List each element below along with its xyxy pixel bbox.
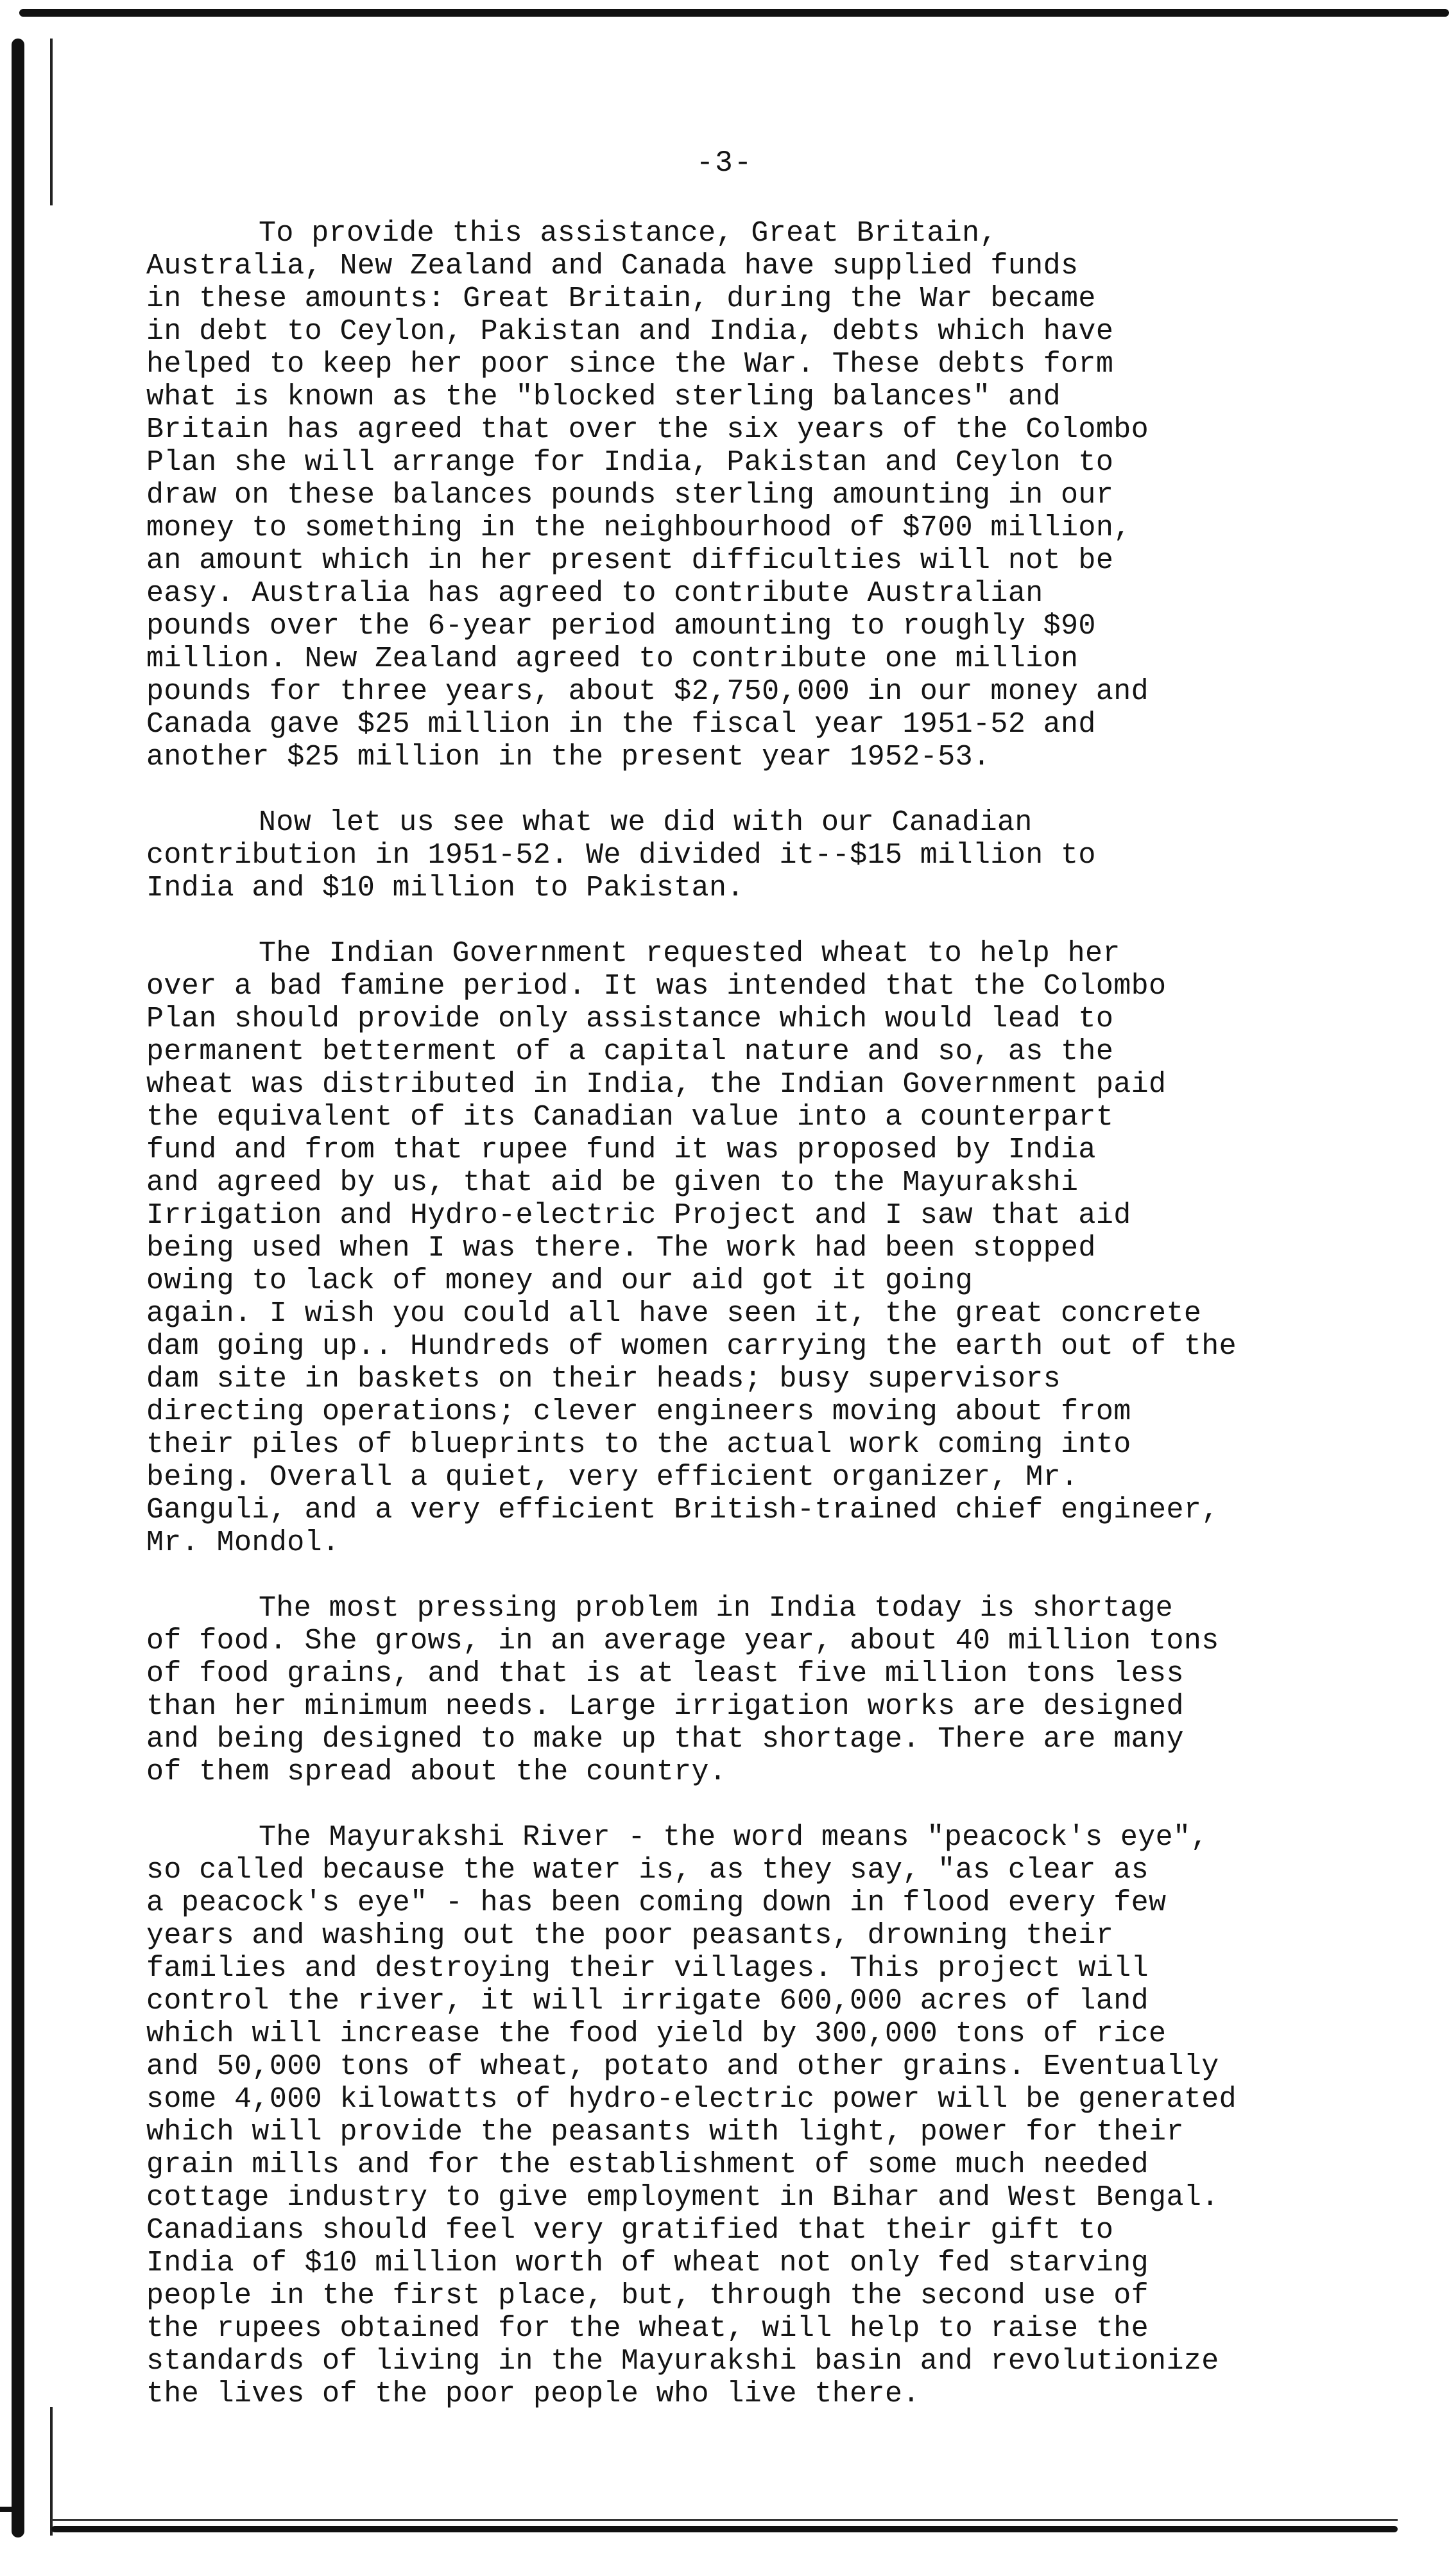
text-line: of food grains, and that is at least five million tons less: [146, 1657, 1184, 1690]
paragraph: [146, 1821, 1423, 2410]
text-line: Canada gave $25 million in the fiscal year 1951-52 and: [146, 708, 1096, 741]
page-number: -3-: [696, 146, 753, 180]
page-border-top: [19, 9, 1449, 17]
text-line: easy. Australia has agreed to contribute Australian: [146, 577, 1043, 610]
text-line: some 4,000 kilowatts of hydro-electric power will be generated: [146, 2083, 1237, 2116]
text-line: than her minimum needs. Large irrigation works are designed: [146, 1690, 1184, 1723]
text-line: of food. She grows, in an average year, about 40 million tons: [146, 1625, 1219, 1657]
text-line: families and destroying their villages. This project will: [146, 1952, 1149, 1985]
text-line: control the river, it will irrigate 600,000 acres of land: [146, 1985, 1149, 2018]
text-line: people in the first place, but, through the second use of: [146, 2279, 1149, 2312]
text-line: the rupees obtained for the wheat, will help to raise the: [146, 2312, 1149, 2345]
text-line: Britain has agreed that over the six years of the Colombo: [146, 413, 1149, 446]
text-line: another $25 million in the present year 1952-53.: [146, 741, 991, 774]
text-line: India and $10 million to Pakistan.: [146, 872, 744, 904]
text-line: Australia, New Zealand and Canada have supplied funds: [146, 250, 1079, 282]
text-line: the lives of the poor people who live there.: [146, 2378, 920, 2410]
text-line: draw on these balances pounds sterling amounting in our: [146, 479, 1114, 512]
text-line: and agreed by us, that aid be given to the Mayurakshi: [146, 1166, 1079, 1199]
page-border-bottom: [51, 2526, 1398, 2532]
text-line: Plan should provide only assistance which would lead to: [146, 1003, 1114, 1035]
paragraph: [146, 217, 1423, 774]
text-line: in these amounts: Great Britain, during the War became: [146, 282, 1096, 315]
text-line: pounds over the 6-year period amounting to roughly $90: [146, 610, 1096, 643]
document-body: [146, 217, 1423, 2443]
text-line: Ganguli, and a very efficient British-trained chief engineer,: [146, 1494, 1219, 1526]
page-border-corner: [0, 2507, 19, 2512]
text-line: which will provide the peasants with light, power for their: [146, 2116, 1184, 2148]
text-line: grain mills and for the establishment of some much needed: [146, 2148, 1149, 2181]
paragraph: [146, 1592, 1423, 1788]
text-line: in debt to Ceylon, Pakistan and India, debts which have: [146, 315, 1114, 348]
text-line: cottage industry to give employment in Bihar and West Bengal.: [146, 2181, 1219, 2214]
paragraph: [146, 937, 1423, 1559]
text-line: million. New Zealand agreed to contribute one million: [146, 643, 1079, 675]
text-line: helped to keep her poor since the War. These debts form: [146, 348, 1114, 381]
text-line: contribution in 1951-52. We divided it--$15 million to: [146, 839, 1096, 872]
text-line: and 50,000 tons of wheat, potato and other grains. Eventually: [146, 2050, 1219, 2083]
page-border-left: [12, 39, 24, 2537]
text-line: of them spread about the country.: [146, 1756, 727, 1788]
page-border-left-inner: [50, 39, 53, 205]
text-line: The Indian Government requested wheat to help her: [259, 937, 1120, 970]
text-line: permanent betterment of a capital nature and so, as the: [146, 1035, 1114, 1068]
text-line: standards of living in the Mayurakshi basin and revolutionize: [146, 2345, 1219, 2378]
text-line: Now let us see what we did with our Canadian: [259, 806, 1033, 839]
text-line: money to something in the neighbourhood of $700 million,: [146, 512, 1131, 544]
text-line: The Mayurakshi River - the word means "peacock's eye",: [259, 1821, 1208, 1854]
text-line: directing operations; clever engineers moving about from: [146, 1396, 1131, 1428]
page-border-left-lower: [50, 2407, 53, 2536]
text-line: Irrigation and Hydro-electric Project and I saw that aid: [146, 1199, 1131, 1232]
text-line: which will increase the food yield by 300,000 tons of rice: [146, 2018, 1167, 2050]
text-line: years and washing out the poor peasants, drowning their: [146, 1919, 1114, 1952]
text-line: being used when I was there. The work had been stopped: [146, 1232, 1096, 1265]
text-line: so called because the water is, as they say, "as clear as: [146, 1854, 1149, 1887]
text-line: an amount which in her present difficulties will not be: [146, 544, 1114, 577]
text-line: pounds for three years, about $2,750,000 in our money and: [146, 675, 1149, 708]
text-line: dam going up.. Hundreds of women carrying the earth out of the: [146, 1330, 1237, 1363]
text-line: and being designed to make up that shortage. There are many: [146, 1723, 1184, 1756]
text-line: again. I wish you could all have seen it, the great concrete: [146, 1297, 1202, 1330]
text-line: over a bad famine period. It was intended that the Colombo: [146, 970, 1167, 1003]
text-line: what is known as the "blocked sterling balances" and: [146, 381, 1061, 413]
page-border-bottom-thin: [51, 2519, 1398, 2521]
text-line: being. Overall a quiet, very efficient organizer, Mr.: [146, 1461, 1079, 1494]
text-line: their piles of blueprints to the actual work coming into: [146, 1428, 1131, 1461]
text-line: Mr. Mondol.: [146, 1526, 340, 1559]
text-line: Canadians should feel very gratified that their gift to: [146, 2214, 1114, 2247]
text-line: fund and from that rupee fund it was proposed by India: [146, 1134, 1096, 1166]
text-line: The most pressing problem in India today is shortage: [259, 1592, 1174, 1625]
text-line: India of $10 million worth of wheat not only fed starving: [146, 2247, 1149, 2279]
text-line: owing to lack of money and our aid got it going: [146, 1265, 973, 1297]
text-line: Plan she will arrange for India, Pakistan and Ceylon to: [146, 446, 1114, 479]
text-line: dam site in baskets on their heads; busy supervisors: [146, 1363, 1061, 1396]
text-line: a peacock's eye" - has been coming down in flood every few: [146, 1887, 1167, 1919]
text-line: wheat was distributed in India, the Indian Government paid: [146, 1068, 1167, 1101]
text-line: the equivalent of its Canadian value into a counterpart: [146, 1101, 1114, 1134]
paragraph: [146, 806, 1423, 904]
text-line: To provide this assistance, Great Britain,: [259, 217, 997, 250]
